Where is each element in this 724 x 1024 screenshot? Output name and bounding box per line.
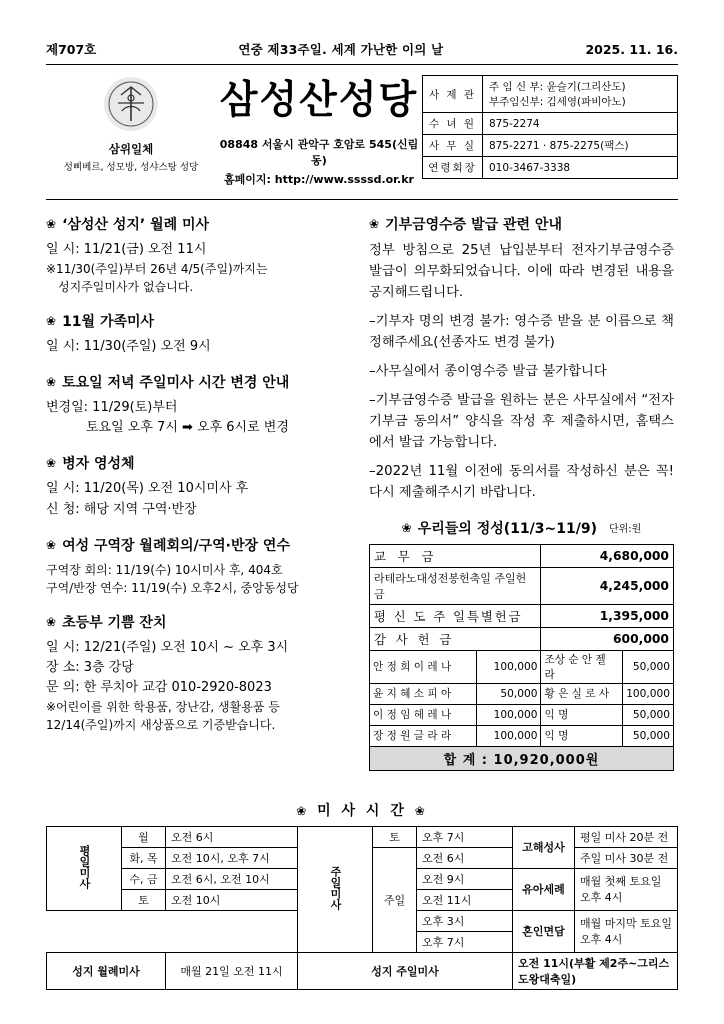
table-row — [423, 135, 678, 157]
flower-icon: ❀ — [296, 803, 310, 818]
issue-number: 제707호 — [46, 42, 97, 57]
donor-amount: 50,000 — [623, 725, 674, 746]
offering-name: 라테라노대성전봉헌축일 주일헌금 — [370, 567, 541, 604]
announcement-pilgrimage-mass — [46, 214, 351, 296]
donor-name: 장 정 원 글 라 라 — [370, 725, 477, 746]
announcement-district-leaders-meeting — [46, 535, 351, 597]
offering-table — [369, 544, 674, 771]
offering-name: 평 신 도 주 일특별헌금 — [370, 604, 541, 627]
flower-icon: ❀ — [46, 456, 57, 471]
offering-amount: 1,395,000 — [541, 604, 674, 627]
section-title-text: 기부금영수증 발급 관련 안내 — [385, 216, 562, 233]
offering-amount: 4,680,000 — [541, 544, 674, 567]
detail-line: 변경일: 11/29(토)부터 — [46, 400, 178, 416]
flower-icon: ❀ — [46, 614, 57, 629]
table-row — [47, 952, 678, 989]
section-title — [46, 214, 351, 234]
holy-trinity-emblem-icon — [104, 77, 158, 131]
detail-note: ※어린이를 위한 학용품, 장난감, 생활용품 등 — [46, 700, 280, 715]
weekday-time: 오전 6시 — [166, 826, 298, 847]
flower-icon: ❀ — [46, 375, 57, 390]
weekday-time: 오전 6시, 오전 10시 — [166, 868, 298, 889]
flower-icon: ❀ — [401, 520, 412, 535]
section-title — [369, 214, 674, 234]
pilgrimage-sunday-label: 성지 주일미사 — [298, 952, 513, 989]
contact-label: 사 무 실 — [423, 135, 483, 157]
contact-value: 875-2274 — [483, 113, 678, 135]
table-row — [423, 113, 678, 135]
logo-caption-sub: 성삐베르, 성모방, 성샤스탕 성당 — [63, 162, 199, 173]
contact-block — [422, 75, 678, 187]
header-bar — [46, 40, 678, 58]
offering-unit: 단위:원 — [608, 524, 642, 536]
table-row — [370, 704, 674, 725]
table-row — [47, 826, 678, 847]
detail-line: 일 시: 11/21(금) 오전 11시 — [46, 241, 207, 257]
announcement-saturday-mass-change — [46, 372, 351, 438]
section-title-text: 여성 구역장 월례회의/구역·반장 연수 — [62, 537, 290, 554]
pilgrimage-monthly-label: 성지 월례미사 — [47, 952, 166, 989]
section-title-text: 초등부 기쁨 잔치 — [62, 614, 167, 631]
logo-block — [46, 75, 216, 187]
announcement-family-mass — [46, 311, 351, 357]
section-title-text: 병자 영성체 — [62, 456, 135, 473]
section-title-text: 우리들의 정성(11/3~11/9) — [417, 520, 597, 537]
offering-amount: 4,245,000 — [541, 567, 674, 604]
detail-line: 일 시: 11/30(주일) 오전 9시 — [46, 339, 211, 355]
announcement-donation-receipt — [369, 214, 674, 503]
table-row — [423, 157, 678, 179]
pilgrimage-monthly-value: 매월 21일 오전 11시 — [166, 952, 298, 989]
confession-time-sunday: 주일 미사 30분 전 — [575, 847, 678, 868]
table-row-total — [370, 746, 674, 770]
right-column — [369, 214, 674, 786]
detail-note: 12/14(주일)까지 새상품으로 기증받습니다. — [46, 718, 276, 733]
detail-line: 문 의: 한 루치아 교감 010-2920-8023 — [46, 680, 272, 696]
detail-note: 구역장 회의: 11/19(수) 10시미사 후, 404호 — [46, 562, 283, 577]
table-row — [370, 544, 674, 567]
contact-label: 수 녀 원 — [423, 113, 483, 135]
table-row — [370, 650, 674, 683]
marriage-time: 매월 마지막 토요일 오후 4시 — [575, 910, 678, 952]
sunday-time: 오전 11시 — [417, 889, 513, 910]
liturgical-title: 연중 제33주일. 세계 가난한 이의 날 — [238, 42, 444, 57]
donor-amount: 100,000 — [477, 704, 541, 725]
contact-table — [422, 75, 678, 179]
detail-line: 신 청: 해당 지역 구역·반장 — [46, 501, 197, 517]
detail-note: 성지주일미사가 없습니다. — [58, 280, 194, 295]
notice-item: –사무실에서 종이영수증 발급 불가합니다 — [369, 363, 607, 379]
section-title — [46, 453, 351, 473]
weekday-day: 토 — [122, 889, 166, 910]
masthead — [46, 75, 678, 187]
detail-line: 장 소: 3층 강당 — [46, 659, 134, 675]
donor-name: 익 명 — [541, 725, 623, 746]
section-title — [46, 311, 351, 331]
flower-icon: ❀ — [414, 803, 428, 818]
section-title — [46, 372, 351, 392]
logo-caption-main: 삼위일체 — [108, 142, 154, 156]
church-homepage: 홈페이지: http://www.ssssd.or.kr — [224, 172, 414, 186]
masthead-divider — [46, 199, 678, 200]
table-row — [423, 76, 678, 113]
sunday-time: 오후 7시 — [417, 931, 513, 952]
notice-item: –기부자 명의 변경 불가: 영수증 받을 분 이름으로 책정해주세요(선종자도 변경 불가) — [369, 313, 674, 350]
pilgrimage-sunday-value: 오전 11시(부활 제2주~그리스도왕대축일) — [513, 952, 678, 989]
table-row — [370, 604, 674, 627]
priest-assistant: 부주임신부: 김세영(파비아노) — [489, 96, 626, 108]
detail-line: 일 시: 11/20(목) 오전 10시미사 후 — [46, 481, 249, 497]
donor-amount: 100,000 — [477, 650, 541, 683]
flower-icon: ❀ — [46, 216, 57, 231]
confession-time-weekday: 평일 미사 20분 전 — [575, 826, 678, 847]
announcement-elementary-joy-party — [46, 612, 351, 734]
sunday-mass-label: 주일미사 — [298, 826, 373, 952]
mass-schedule-table-wrap — [46, 826, 678, 990]
section-title — [46, 535, 351, 555]
contact-label: 사 제 관 — [423, 76, 483, 113]
weekday-day: 수, 금 — [122, 868, 166, 889]
saturday-time: 오후 7시 — [417, 826, 513, 847]
baptism-label: 유아세례 — [513, 868, 575, 910]
flower-icon: ❀ — [46, 537, 57, 552]
flower-icon: ❀ — [46, 314, 57, 329]
notice-item: –기부금영수증 발급을 원하는 분은 사무실에서 “전자기부금 동의서” 양식을 작성 후 제출하시면, 홈택스에서 발급 가능합니다. — [369, 392, 674, 450]
table-row — [370, 725, 674, 746]
mass-schedule-title: 미 사 시 간 — [317, 802, 407, 819]
contact-value: 010-3467-3338 — [483, 157, 678, 179]
section-title-text: ‘삼성산 성지’ 월례 미사 — [62, 216, 210, 233]
church-name: 삼성산성당 — [219, 77, 419, 123]
detail-note: 구역/반장 연수: 11/19(수) 오후2시, 중앙동성당 — [46, 580, 299, 595]
weekday-time: 오전 10시, 오후 7시 — [166, 847, 298, 868]
donor-name: 이 정 임 헤 레 나 — [370, 704, 477, 725]
section-title — [369, 518, 674, 538]
mass-schedule-table — [46, 826, 678, 990]
offering-name: 감 사 헌 금 — [370, 627, 541, 650]
issue-date: 2025. 11. 16. — [585, 42, 678, 57]
donor-name: 조상 순 안 젤 라 — [541, 650, 623, 683]
priest-main: 주 임 신 부: 윤슬기(그리산도) — [489, 81, 626, 93]
offering-total: 합 계 : 10,920,000원 — [370, 746, 674, 770]
section-title — [46, 612, 351, 632]
sunday-time: 오전 9시 — [417, 868, 513, 889]
detail-line: 일 시: 12/21(주일) 오전 10시 ~ 오후 3시 — [46, 639, 289, 655]
donor-name: 안 정 희 이 레 나 — [370, 650, 477, 683]
table-row — [370, 683, 674, 704]
donor-amount: 50,000 — [477, 683, 541, 704]
section-title-text: 11월 가족미사 — [62, 314, 155, 331]
detail-note: ※11/30(주일)부터 26년 4/5(주일)까지는 — [46, 262, 268, 277]
table-row — [370, 567, 674, 604]
detail-line: 토요일 오후 7시 ➡ 오후 6시로 변경 — [86, 420, 289, 436]
weekday-time: 오전 10시 — [166, 889, 298, 910]
table-row — [370, 627, 674, 650]
offering-amount: 600,000 — [541, 627, 674, 650]
flower-icon: ❀ — [369, 216, 380, 231]
contact-value-priests — [483, 76, 678, 113]
weekday-day: 화, 목 — [122, 847, 166, 868]
offering-section — [369, 518, 674, 771]
offering-name: 교 무 금 — [370, 544, 541, 567]
title-block — [216, 75, 422, 187]
baptism-time: 매월 첫째 토요일 오후 4시 — [575, 868, 678, 910]
notice-item: –2022년 11월 이전에 동의서를 작성하신 분은 꼭! 다시 제출해주시기 바랍니다. — [369, 463, 674, 500]
left-column — [46, 214, 351, 786]
weekday-day: 월 — [122, 826, 166, 847]
marriage-label: 혼인면담 — [513, 910, 575, 952]
contact-value: 875-2271 · 875-2275(팩스) — [483, 135, 678, 157]
donor-name: 익 명 — [541, 704, 623, 725]
announcement-sick-communion — [46, 453, 351, 519]
donor-amount: 50,000 — [623, 650, 674, 683]
saturday-label: 토 — [373, 826, 417, 847]
donor-name: 황 은 실 로 사 — [541, 683, 623, 704]
contact-label: 연령회장 — [423, 157, 483, 179]
church-address: 08848 서울시 관악구 호암로 545(신림동) — [219, 137, 419, 167]
section-title-text: 토요일 저녁 주일미사 시간 변경 안내 — [62, 375, 290, 392]
sunday-label: 주일 — [373, 847, 417, 952]
donor-amount: 100,000 — [623, 683, 674, 704]
sunday-time: 오후 3시 — [417, 910, 513, 931]
donor-amount: 50,000 — [623, 704, 674, 725]
donor-name: 윤 지 혜 소 피 아 — [370, 683, 477, 704]
confession-label: 고해성사 — [513, 826, 575, 868]
header-divider — [46, 64, 678, 65]
content-columns — [46, 214, 678, 786]
mass-schedule-heading — [46, 800, 678, 820]
notice-paragraph: 정부 방침으로 25년 납입분부터 전자기부금영수증 발급이 의무화되었습니다. 이에 따라 변경된 내용을 공지해드립니다. — [369, 242, 674, 300]
donor-amount: 100,000 — [477, 725, 541, 746]
sunday-time: 오전 6시 — [417, 847, 513, 868]
weekday-mass-label: 평일미사 — [47, 826, 122, 910]
